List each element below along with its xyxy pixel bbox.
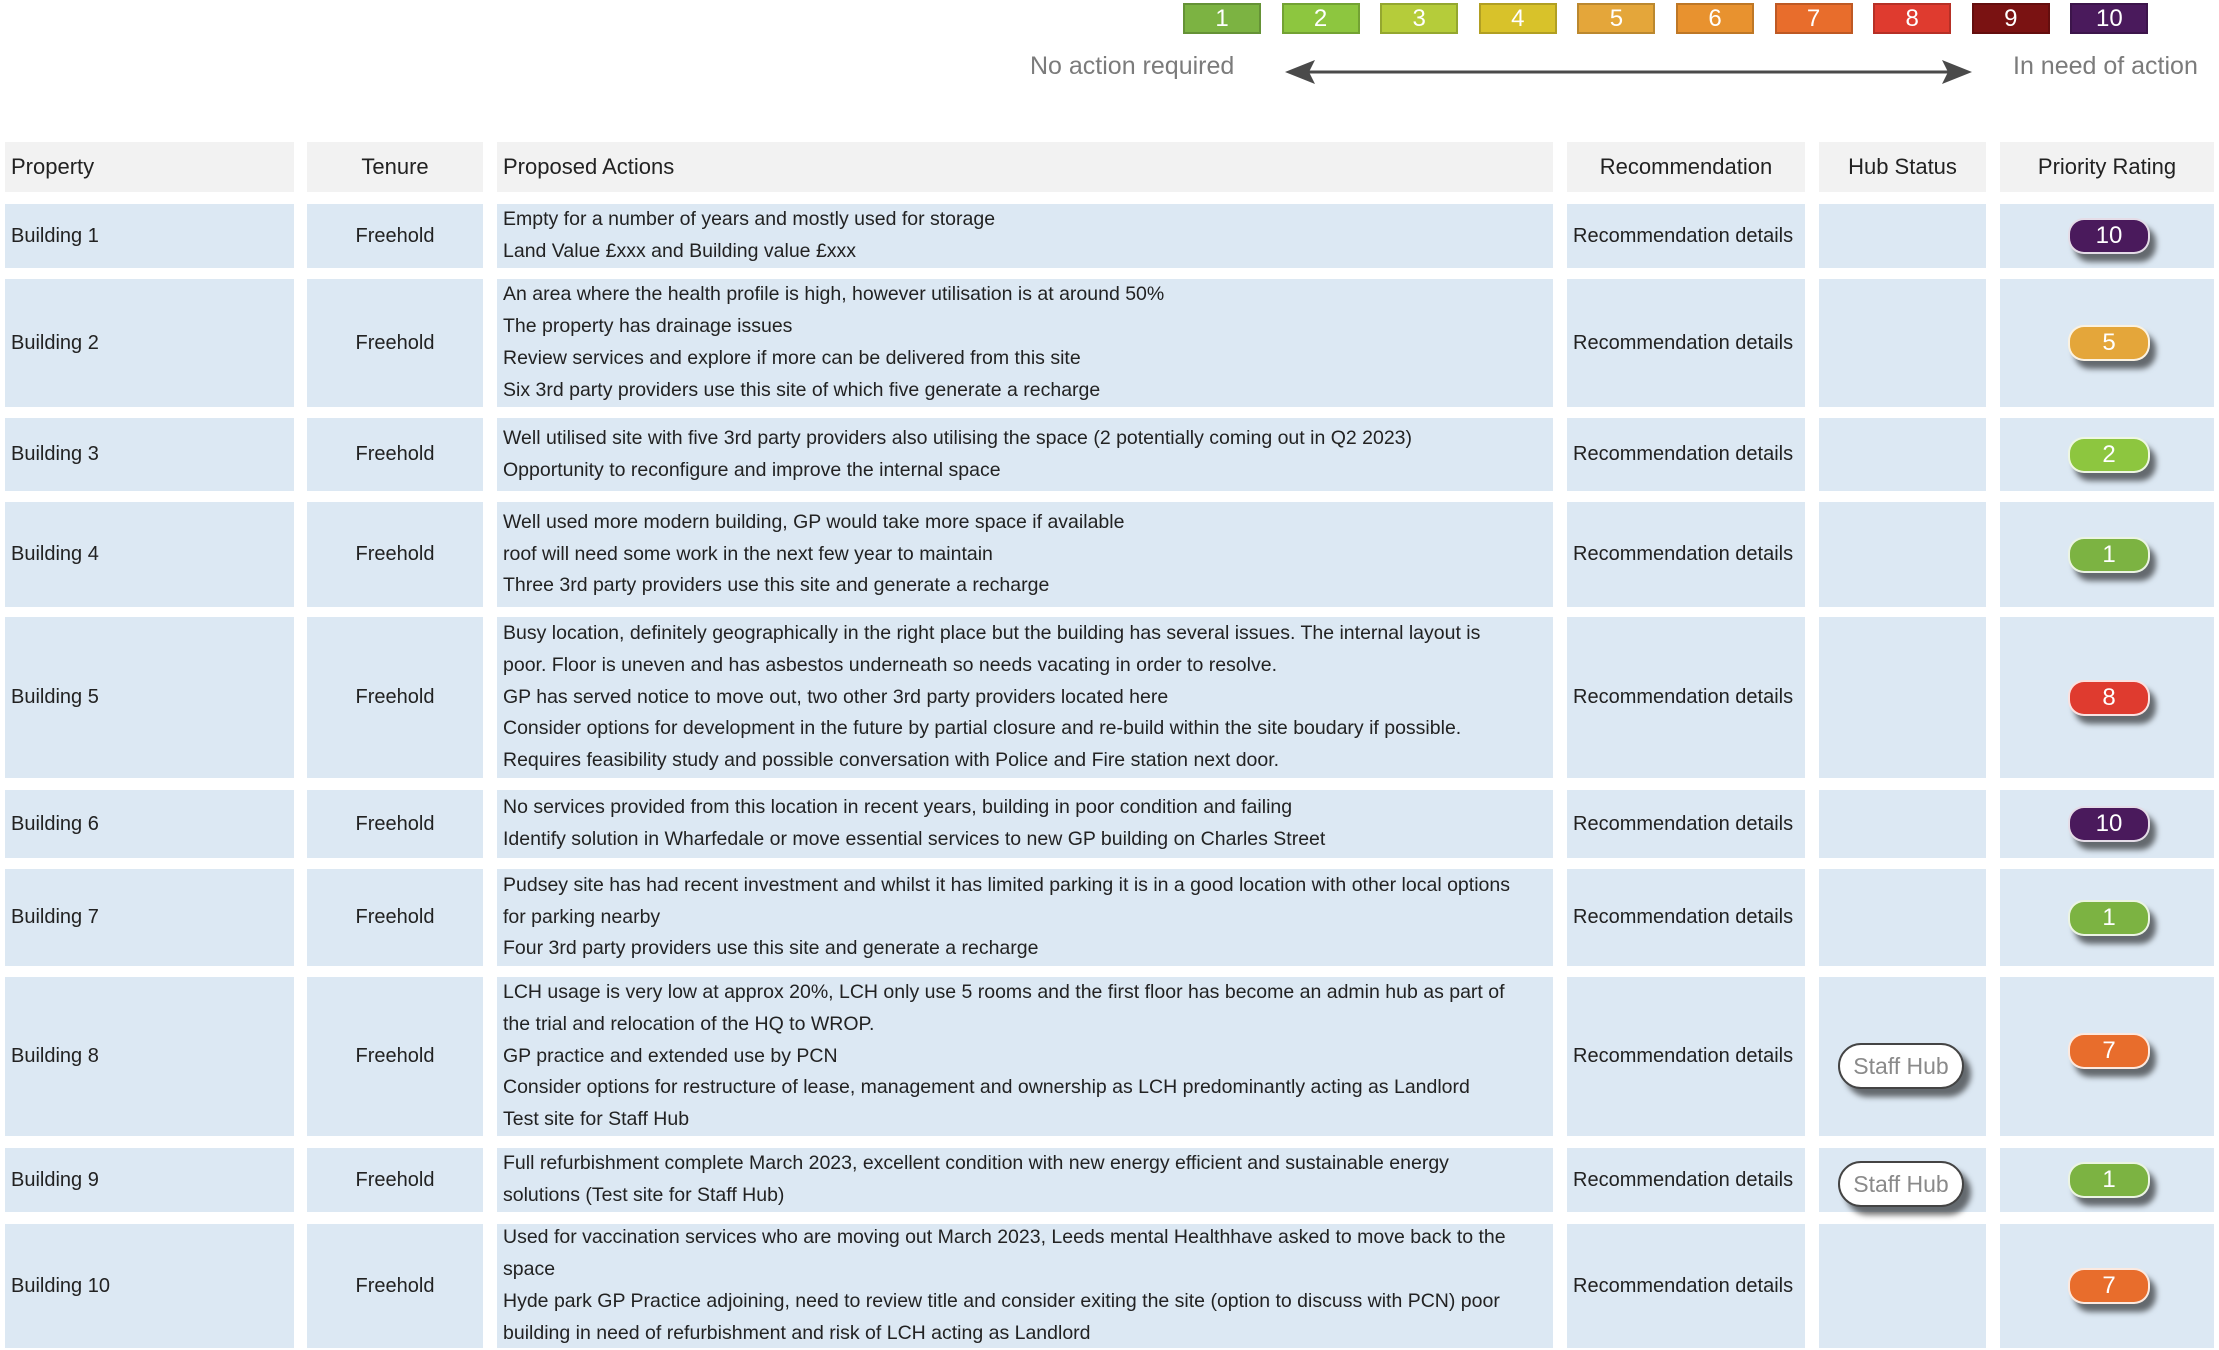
legend-swatch: 5 xyxy=(1577,3,1655,34)
recommendation-cell: Recommendation details xyxy=(1567,617,1805,778)
action-line: for parking nearby xyxy=(503,905,661,928)
action-line: Hyde park GP Practice adjoining, need to review title and consider exiting the site (option to discuss with PCN) poor xyxy=(503,1290,1500,1312)
action-line: roof will need some work in the next few year to maintain xyxy=(503,542,993,565)
action-line: Used for vaccination services who are moving out March 2023, Leeds mental Healthhave asked to move back to the xyxy=(503,1226,1506,1249)
header-priority-rating: Priority Rating xyxy=(2000,142,2214,192)
action-line: GP practice and extended use by PCN xyxy=(503,1044,838,1067)
action-line: Opportunity to reconfigure and improve the internal space xyxy=(503,458,1001,481)
action-line: Busy location, definitely geographically in the right place but the building has several issues. The internal layout is xyxy=(503,622,1481,644)
proposed-actions-cell xyxy=(497,617,1553,778)
action-line: Requires feasibility study and possible conversation with Police and Fire station next door. xyxy=(503,749,1280,772)
hub-status-cell xyxy=(1819,869,1986,966)
recommendation-cell: Recommendation details xyxy=(1567,977,1805,1136)
hub-status-cell xyxy=(1819,1224,1986,1348)
legend-swatch: 8 xyxy=(1873,3,1951,34)
action-line: An area where the health profile is high, however utilisation is at around 50% xyxy=(503,283,1165,306)
hub-status-cell xyxy=(1819,279,1986,407)
action-line: The property has drainage issues xyxy=(503,315,793,338)
recommendation-cell: Recommendation details xyxy=(1567,204,1805,268)
priority-pill: 2 xyxy=(2068,437,2150,473)
priority-pill: 7 xyxy=(2068,1268,2150,1304)
action-line: Land Value £xxx and Building value £xxx xyxy=(503,240,857,262)
tenure-cell: Freehold xyxy=(307,502,483,607)
tenure-cell: Freehold xyxy=(307,790,483,858)
action-line: Three 3rd party providers use this site and generate a recharge xyxy=(503,574,1050,597)
tenure-cell: Freehold xyxy=(307,869,483,966)
priority-pill: 5 xyxy=(2068,325,2150,361)
tenure-cell: Freehold xyxy=(307,617,483,778)
property-cell: Building 4 xyxy=(5,502,294,607)
proposed-actions-cell xyxy=(497,279,1553,407)
recommendation-cell: Recommendation details xyxy=(1567,502,1805,607)
proposed-actions-cell xyxy=(497,869,1553,966)
proposed-actions-cell xyxy=(497,790,1553,858)
hub-status-cell xyxy=(1819,790,1986,858)
action-line: LCH usage is very low at approx 20%, LCH only use 5 rooms and the first floor has become an admin hub as part of xyxy=(503,981,1505,1003)
action-line: solutions (Test site for Staff Hub) xyxy=(503,1184,785,1206)
hub-status-cell xyxy=(1819,204,1986,268)
hub-status-cell xyxy=(1819,617,1986,778)
recommendation-cell: Recommendation details xyxy=(1567,418,1805,491)
proposed-actions-cell xyxy=(497,502,1553,607)
property-cell: Building 8 xyxy=(5,977,294,1136)
property-cell: Building 10 xyxy=(5,1224,294,1348)
header-tenure: Tenure xyxy=(307,142,483,192)
tenure-cell: Freehold xyxy=(307,1224,483,1348)
tenure-cell: Freehold xyxy=(307,279,483,407)
tenure-cell: Freehold xyxy=(307,977,483,1136)
recommendation-cell: Recommendation details xyxy=(1567,869,1805,966)
legend-swatch: 1 xyxy=(1183,3,1261,34)
priority-pill: 7 xyxy=(2068,1033,2150,1069)
action-line: Pudsey site has had recent investment and whilst it has limited parking it is in a good location with other local options xyxy=(503,873,1510,896)
recommendation-cell: Recommendation details xyxy=(1567,790,1805,858)
action-line: poor. Floor is uneven and has asbestos underneath so needs vacating in order to resolve. xyxy=(503,653,1277,676)
legend-swatch: 6 xyxy=(1676,3,1754,34)
tenure-cell: Freehold xyxy=(307,1148,483,1212)
action-line: Empty for a number of years and mostly used for storage xyxy=(503,208,996,231)
scale-left-label: No action required xyxy=(1030,52,1235,80)
priority-pill: 10 xyxy=(2068,218,2150,254)
hub-status-cell xyxy=(1819,418,1986,491)
property-cell: Building 1 xyxy=(5,204,294,268)
legend-swatch: 9 xyxy=(1972,3,2050,34)
action-line: Well used more modern building, GP would take more space if available xyxy=(503,510,1125,533)
legend-swatch: 7 xyxy=(1775,3,1853,34)
header-recommendation: Recommendation xyxy=(1567,142,1805,192)
recommendation-cell: Recommendation details xyxy=(1567,279,1805,407)
priority-pill: 1 xyxy=(2068,537,2150,573)
action-line: Six 3rd party providers use this site of which five generate a recharge xyxy=(503,378,1101,401)
action-line: Test site for Staff Hub xyxy=(503,1108,690,1131)
property-cell: Building 9 xyxy=(5,1148,294,1212)
proposed-actions-cell xyxy=(497,977,1553,1136)
header-property: Property xyxy=(5,142,294,192)
priority-pill: 1 xyxy=(2068,1162,2150,1198)
property-cell: Building 7 xyxy=(5,869,294,966)
header-proposed-actions: Proposed Actions xyxy=(497,142,1553,192)
property-cell: Building 2 xyxy=(5,279,294,407)
property-cell: Building 6 xyxy=(5,790,294,858)
action-line: Identify solution in Wharfedale or move essential services to new GP building on Charles Street xyxy=(503,828,1326,850)
priority-pill: 10 xyxy=(2068,806,2150,842)
legend-swatch: 10 xyxy=(2070,3,2148,34)
action-line: Review services and explore if more can be delivered from this site xyxy=(503,347,1081,369)
proposed-actions-cell xyxy=(497,418,1553,491)
action-line: No services provided from this location in recent years, building in poor condition and failing xyxy=(503,796,1293,819)
tenure-cell: Freehold xyxy=(307,418,483,491)
hub-status-cell xyxy=(1819,502,1986,607)
action-line: Full refurbishment complete March 2023, excellent condition with new energy efficient and sustainable energy xyxy=(503,1152,1449,1175)
recommendation-cell: Recommendation details xyxy=(1567,1224,1805,1348)
legend-swatch: 4 xyxy=(1479,3,1557,34)
action-line: Four 3rd party providers use this site and generate a recharge xyxy=(503,937,1039,960)
priority-pill: 8 xyxy=(2068,680,2150,716)
action-line: the trial and relocation of the HQ to WROP. xyxy=(503,1012,875,1035)
priority-pill: 1 xyxy=(2068,900,2150,936)
property-cell: Building 3 xyxy=(5,418,294,491)
legend-swatch: 3 xyxy=(1380,3,1458,34)
header-hub-status: Hub Status xyxy=(1819,142,1986,192)
staff-hub-badge: Staff Hub xyxy=(1838,1043,1964,1089)
action-line: GP has served notice to move out, two other 3rd party providers located here xyxy=(503,685,1169,708)
proposed-actions-cell xyxy=(497,204,1553,268)
property-cell: Building 5 xyxy=(5,617,294,778)
action-line: Well utilised site with five 3rd party providers also utilising the space (2 potentially coming out in Q2 2023) xyxy=(503,426,1413,449)
scale-right-label: In need of action xyxy=(2013,52,2198,80)
action-line: building in need of refurbishment and risk of LCH acting as Landlord xyxy=(503,1321,1091,1344)
legend-swatch: 2 xyxy=(1282,3,1360,34)
proposed-actions-cell xyxy=(497,1148,1553,1212)
action-line: Consider options for restructure of lease, management and ownership as LCH predominantly acting as Landlord xyxy=(503,1076,1470,1099)
proposed-actions-cell xyxy=(497,1224,1553,1348)
action-line: Consider options for development in the future by partial closure and re-build within the site boudary if possible. xyxy=(503,717,1462,740)
staff-hub-badge: Staff Hub xyxy=(1838,1161,1964,1207)
tenure-cell: Freehold xyxy=(307,204,483,268)
recommendation-cell: Recommendation details xyxy=(1567,1148,1805,1212)
action-line: space xyxy=(503,1258,556,1281)
